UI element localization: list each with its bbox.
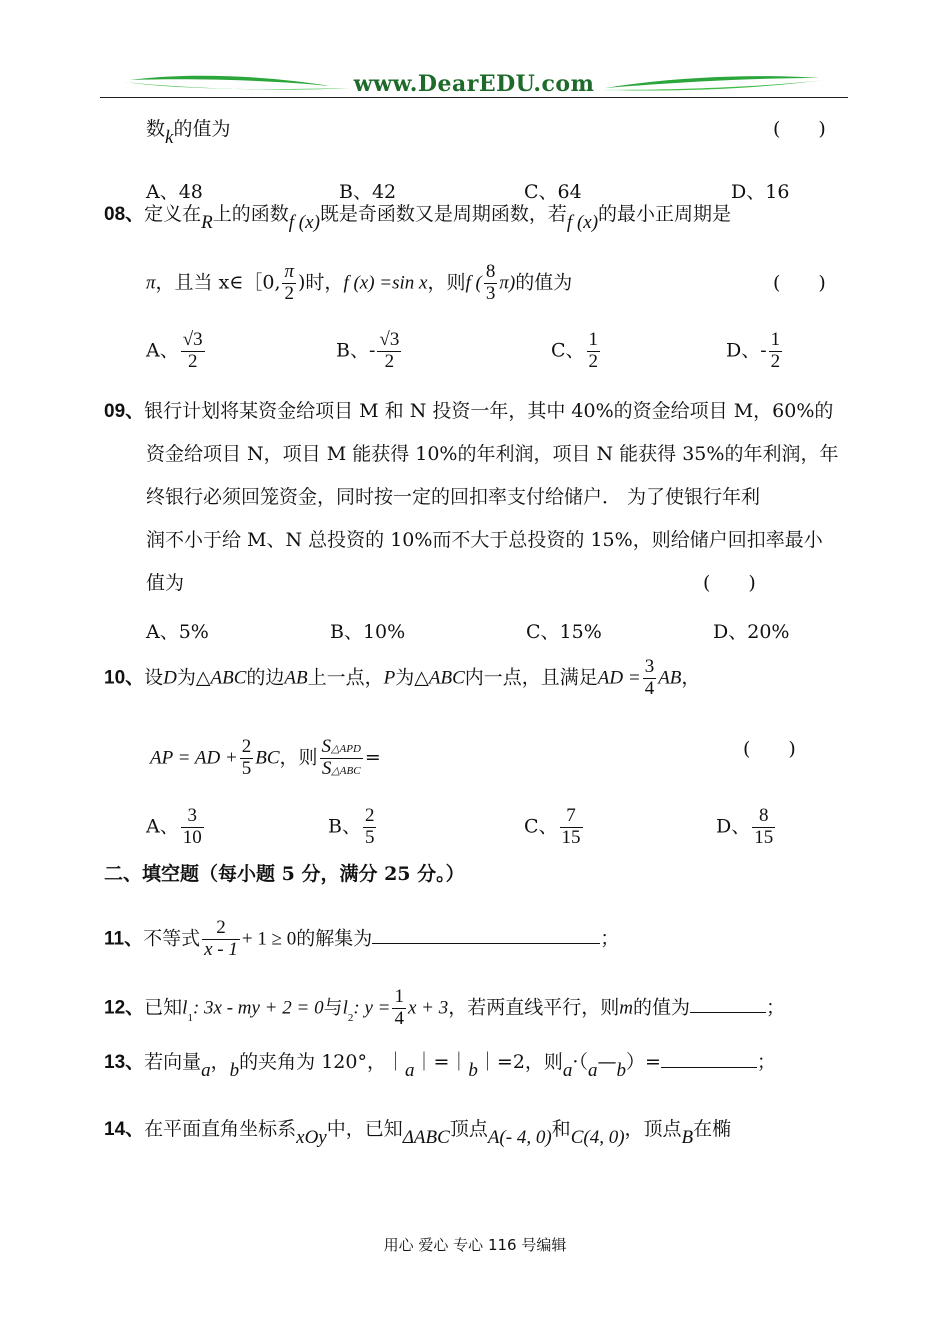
q13-text: ｜=2，则 [477, 1051, 563, 1073]
q12-sub: 1 [187, 1012, 193, 1025]
q10-var: ABC [428, 667, 465, 689]
q9-choice-b: B、10% [330, 621, 406, 643]
q10-choice-a [146, 806, 206, 849]
q12-text: 的值为 [632, 996, 690, 1019]
q9-line-3: 终银行必须回笼资金，同时按一定的回扣率支付给储户． 为了使银行年利 [146, 486, 761, 508]
choice-label: A、 [146, 815, 179, 838]
q12-fraction [392, 987, 406, 1030]
q10-choice-c [524, 806, 585, 849]
q8-text: 既是奇函数又是周期函数，若 [319, 203, 567, 225]
q8-text: ，且当 x∈［0, [155, 271, 281, 294]
vector-a: a [201, 1060, 211, 1081]
q10-text: 上一点， [307, 666, 384, 689]
q8-fraction-8-over-3 [484, 262, 498, 305]
q14-var: xOy [296, 1127, 327, 1148]
vector-b: b [616, 1060, 626, 1081]
frac-num: 7 [566, 805, 576, 826]
q13-text: 的夹角为 120°，｜ [239, 1051, 405, 1073]
q7-choice-a: A、48 [146, 181, 203, 203]
frac-den: 2 [588, 350, 599, 372]
q12-var: l [342, 997, 348, 1019]
choice-label: B、 [328, 815, 361, 838]
q8-text: ，则 [427, 271, 466, 294]
q13-text: ）= [625, 1051, 661, 1073]
choice-sign: - [760, 339, 767, 362]
q8-line-1 [104, 203, 732, 233]
q14-var: ΔABC [402, 1127, 450, 1148]
q8-choice-d [726, 330, 784, 373]
q12-text: ，若两直线平行，则 [448, 996, 620, 1019]
q10-fraction-3-4 [643, 657, 657, 700]
q13-text: — [597, 1051, 617, 1073]
q10-text: 为△ [176, 666, 211, 689]
frac-num: 2 [364, 805, 375, 826]
choice-label: A、 [146, 339, 179, 362]
q11-eq: + 1 ≥ 0 [241, 928, 297, 950]
q12-text: 与 [323, 996, 343, 1019]
q14-text: 中，已知 [326, 1118, 403, 1140]
q12-var: m [619, 997, 633, 1019]
q10-var: ABC [210, 667, 247, 689]
q13-number: 13、 [104, 1052, 145, 1073]
q12-answer-blank[interactable] [690, 1011, 766, 1013]
q10-text: 设 [144, 666, 164, 689]
q14-point-c: C(4, 0) [570, 1127, 625, 1148]
q8-choice-c [551, 330, 602, 373]
choice-label: B、 [336, 339, 369, 362]
frac-den: 15 [561, 826, 581, 848]
q8-R: R [201, 212, 213, 233]
q8-fx: f (x) [288, 212, 320, 233]
q14-text: 和 [551, 1118, 571, 1140]
q9-choice-d: D、20% [713, 621, 790, 643]
q8-text: 的值为 [515, 271, 573, 294]
area-S: S [321, 736, 332, 757]
area-S: S [321, 757, 332, 779]
choice-label: D、 [726, 339, 761, 362]
q10-choice-b-fraction [363, 806, 377, 849]
q12-var: l [182, 997, 188, 1019]
q10-choice-a-fraction [181, 806, 204, 849]
q10-choice-d-fraction [752, 806, 775, 849]
q12-number: 12、 [104, 997, 145, 1019]
q13-answer-blank[interactable] [661, 1066, 757, 1068]
q14-line [104, 1118, 732, 1148]
q7-choice-c: C、64 [524, 181, 582, 203]
q10-fraction-2-5 [240, 737, 254, 780]
frac-num: √3 [379, 329, 400, 350]
q8-answer-paren: ( ) [773, 272, 826, 294]
q10-line-1 [104, 657, 700, 700]
vector-a: a [562, 1060, 573, 1081]
q7-text: 数 [146, 118, 166, 140]
q12-eq: : y = [353, 997, 391, 1019]
q10-var: P [383, 667, 396, 689]
q8-text: )时， [298, 271, 344, 294]
frac-num: 3 [644, 656, 655, 677]
site-logo-text: www.DearEDU.com [353, 71, 595, 97]
q8-choice-a [146, 330, 207, 373]
q9-line-1 [104, 402, 833, 421]
frac-den: 5 [364, 826, 375, 848]
q12-line [104, 987, 785, 1030]
q9-number: 09、 [104, 401, 145, 422]
q14-point-a: A(- 4, 0) [487, 1127, 552, 1148]
frac-num: 1 [588, 329, 599, 350]
q8-f: f ( [465, 272, 482, 294]
q10-var: AB [658, 667, 682, 689]
frac-num: 1 [394, 986, 404, 1007]
q8-choice-b-fraction [377, 330, 401, 373]
vector-a: a [587, 1060, 598, 1081]
header-rule [100, 97, 848, 98]
q8-text: 定义在 [144, 203, 202, 225]
frac-num: 2 [241, 736, 252, 757]
choice-label: C、 [551, 339, 585, 362]
q8-choice-c-fraction [587, 330, 601, 373]
q11-text: 不等式 [143, 927, 201, 950]
q10-var: AB [284, 667, 308, 689]
q10-choice-b [328, 806, 378, 849]
q14-text: 在平面直角坐标系 [144, 1118, 297, 1140]
q11-fraction [202, 918, 240, 961]
q9-line-5: 值为 [146, 572, 185, 594]
frac-num: 1 [770, 329, 781, 350]
q14-text: 顶点 [449, 1118, 488, 1140]
q8-text: 的最小正周期是 [598, 203, 732, 225]
q8-text: 上的函数 [212, 203, 289, 225]
q8-f-tail: π) [499, 272, 516, 294]
frac-den: 2 [282, 283, 296, 305]
q9-choice-a: A、5% [146, 621, 209, 643]
q8-choice-b [336, 330, 403, 373]
frac-den: 2 [377, 351, 401, 373]
frac-den: 10 [182, 826, 202, 848]
frac-num: 8 [758, 805, 769, 826]
q10-number: 10、 [104, 667, 145, 689]
page-footer: 用心 爱心 专心 116 号编辑 [383, 1236, 567, 1254]
q7-text-post: 的值为 [173, 118, 231, 140]
q10-area-ratio [320, 737, 363, 780]
q10-var: D [163, 667, 177, 689]
q8-line-2 [146, 262, 572, 305]
frac-den: x - 1 [204, 938, 238, 960]
q7-answer-paren: ( ) [773, 118, 826, 140]
q8-choice-d-fraction [769, 330, 783, 373]
vector-b: b [229, 1060, 240, 1081]
frac-den: 2 [181, 351, 205, 373]
frac-den: 4 [394, 1007, 404, 1029]
q10-eq: AD = [597, 667, 641, 689]
q10-text: 为△ [395, 666, 429, 689]
q7-var-k: k [165, 127, 174, 148]
frac-num: √3 [182, 329, 203, 350]
q13-text: ， [210, 1051, 230, 1073]
q8-number: 08、 [104, 204, 145, 225]
q12-eq: : 3x - my + 2 = 0 [192, 997, 324, 1019]
q7-tail-line [146, 118, 231, 148]
q12-eq: x + 3 [407, 997, 449, 1019]
q10-line-2 [150, 737, 381, 780]
area-sub: △APD [331, 743, 361, 755]
q10-eq: = [364, 746, 381, 769]
q11-number: 11、 [104, 928, 144, 950]
q10-text: ，则 [279, 746, 318, 769]
q10-eq: AP = AD + [150, 747, 238, 769]
vector-b: b [468, 1060, 478, 1081]
q13-text: 若向量 [144, 1051, 202, 1073]
q9-line-2: 资金给项目 N，项目 M 能获得 10%的年利润，项目 N 能获得 35%的年利润，年 [146, 443, 839, 465]
q10-answer-paren: ( ) [743, 738, 796, 760]
q8-choice-a-fraction [181, 330, 205, 373]
choice-sign: - [368, 339, 376, 362]
q13-text: ｜=｜ [414, 1051, 469, 1073]
q14-text: 在椭 [693, 1118, 732, 1140]
area-sub: △ABC [331, 764, 361, 777]
q10-text: ， [681, 666, 701, 689]
q8-pi: π [146, 272, 156, 294]
q13-line [104, 1051, 776, 1081]
q9-line-4: 润不小于给 M、N 总投资的 10%而不大于总投资的 15%，则给储户回扣率最小 [146, 529, 823, 551]
frac-num: 3 [187, 805, 197, 826]
q9-text: 银行计划将某资金给项目 M 和 N 投资一年，其中 40%的资金给项目 M，60%的 [144, 400, 834, 422]
q10-text: 的边 [246, 666, 285, 689]
q14-point-b: B [681, 1127, 694, 1148]
choice-label: C、 [524, 815, 558, 838]
q8-fraction-pi-over-2 [282, 262, 296, 305]
frac-den: 5 [241, 757, 252, 779]
q9-choice-c: C、15% [526, 621, 602, 643]
q13-text: ·（ [572, 1051, 588, 1073]
section-title-fill-in: 二、填空题（每小题 5 分，满分 25 分。） [104, 863, 465, 885]
frac-num: π [284, 261, 295, 282]
q8-fx: f (x) [566, 212, 599, 233]
q10-choice-d [716, 806, 777, 849]
choice-label: D、 [716, 815, 751, 838]
q10-choice-c-fraction [560, 806, 583, 849]
q9-answer-paren: ( ) [703, 572, 756, 594]
q10-text: 内一点，且满足 [464, 666, 598, 689]
frac-den: 4 [644, 677, 655, 699]
frac-den: 3 [485, 282, 496, 304]
q12-text: 已知 [144, 996, 183, 1019]
frac-num: 8 [485, 261, 496, 282]
q8-eq: f (x) =sin x [343, 272, 428, 294]
q14-text: ，顶点 [624, 1118, 682, 1140]
frac-num: 2 [216, 917, 226, 938]
frac-den: 2 [770, 350, 781, 372]
q11-line [104, 918, 619, 961]
q11-text: 的解集为 [296, 927, 373, 950]
q7-choice-b: B、42 [339, 181, 397, 203]
q7-choice-d: D、16 [731, 181, 790, 203]
frac-den: 15 [754, 826, 774, 848]
q11-text: ； [600, 927, 620, 950]
q12-sub: 2 [347, 1012, 354, 1025]
q10-var: BC [255, 747, 280, 769]
q14-number: 14、 [104, 1119, 145, 1140]
q13-text: ； [756, 1051, 776, 1073]
vector-a: a [404, 1060, 415, 1081]
q11-answer-blank[interactable] [372, 942, 600, 944]
page-header [100, 66, 848, 100]
q12-text: ； [766, 996, 786, 1019]
